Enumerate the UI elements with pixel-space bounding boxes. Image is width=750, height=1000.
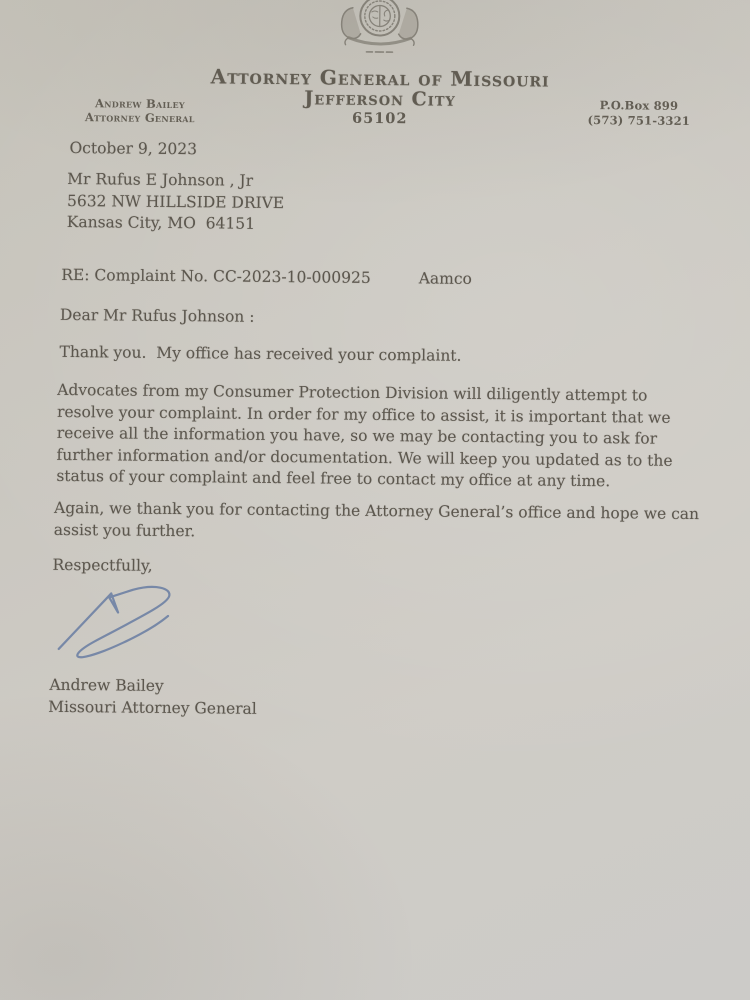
re-subject: Aamco	[418, 269, 473, 288]
handwritten-signature-ink	[46, 579, 197, 674]
letterhead-org-name: Attorney General of Missouri	[210, 64, 550, 92]
body-paragraph-2: Advocates from my Consumer Protection Division will diligently attempt to resolve your complaint. In order for my office to assist, it is important that we receive all the information you have, so we may be contacting you to ask for further information and/or documentation. We will keep you updated as to the status of your complaint and feel free to contact my office at any time.	[56, 380, 673, 491]
body-paragraph-1: Thank you. My office has received your complaint.	[59, 342, 462, 365]
signer-title: Missouri Attorney General	[48, 697, 257, 718]
salutation: Dear Mr Rufus Johnson :	[59, 305, 255, 326]
letter-date: October 9, 2023	[69, 139, 198, 159]
letterhead-org-city: Jefferson City	[304, 87, 456, 111]
letterhead-org-zip: 65102	[352, 109, 408, 128]
re-line-row	[61, 265, 472, 290]
missouri-state-seal-icon	[318, 0, 441, 67]
closing: Respectfully,	[52, 555, 153, 575]
re-line: RE: Complaint No. CC-2023-10-000925	[61, 265, 371, 287]
signer-name: Andrew Bailey	[49, 675, 164, 695]
body-paragraph-3: Again, we thank you for contacting the Attorney General’s office and hope we can assist you further.	[53, 498, 700, 541]
letterhead-contact-block: P.O.Box 899 (573) 751-3321	[587, 98, 691, 128]
letterhead-official-block: Andrew Bailey Attorney General	[84, 96, 195, 126]
recipient-address-block: Mr Rufus E Johnson , Jr 5632 NW HILLSIDE DRIVE Kansas City, MO 64151	[66, 170, 285, 233]
